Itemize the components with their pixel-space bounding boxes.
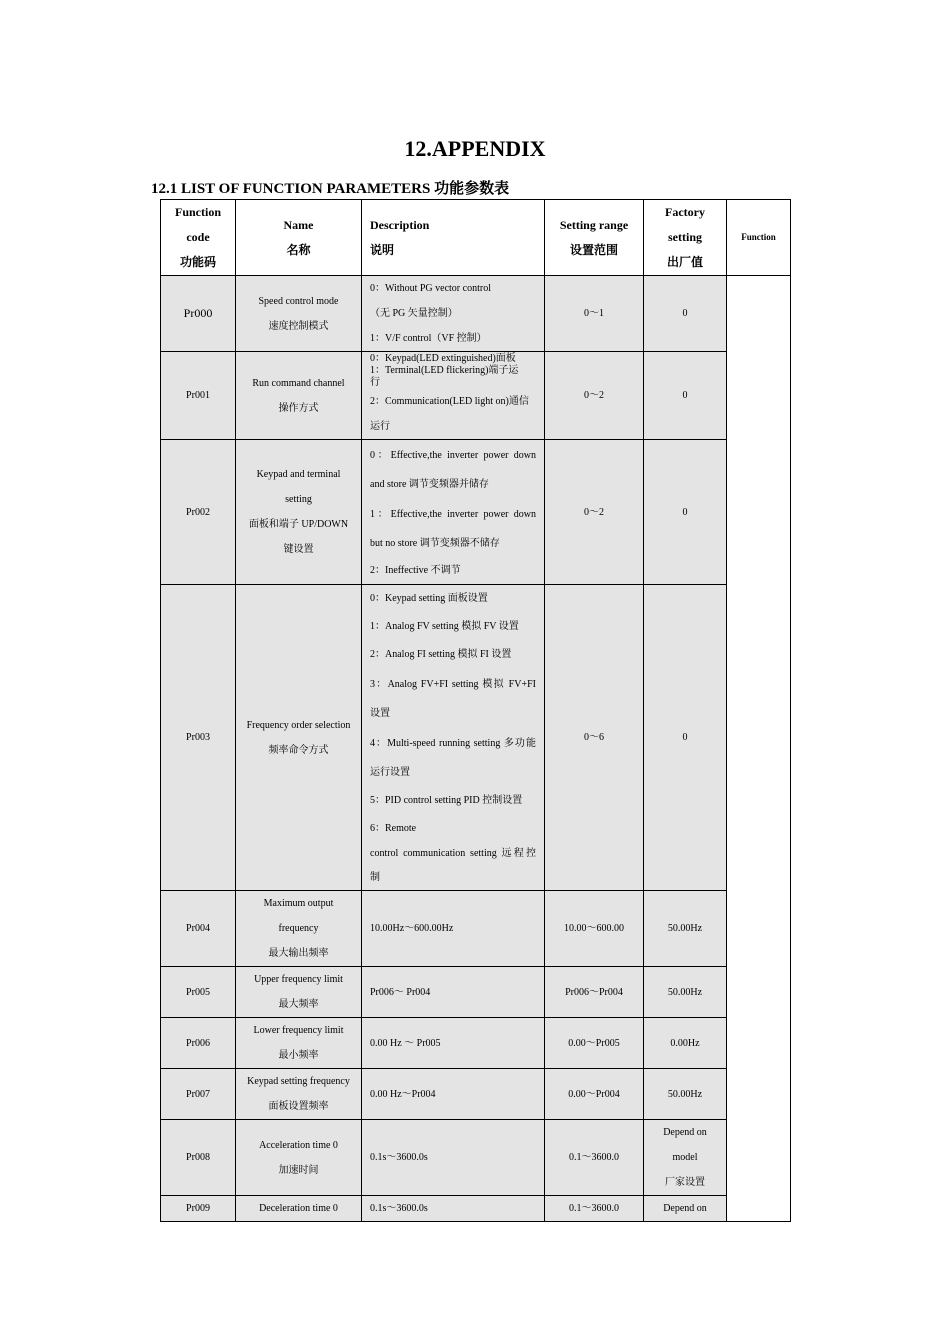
- parameter-name: Keypad setting frequency 面板设置频率: [236, 1069, 362, 1120]
- table-row: [161, 1069, 791, 1120]
- factory-setting: 0: [644, 276, 727, 352]
- function-column-cell: [727, 276, 791, 1222]
- table-row: [161, 352, 791, 440]
- setting-range: 10.00～600.00: [545, 891, 644, 967]
- parameter-description: 0.00 Hz ～ Pr005: [362, 1018, 545, 1069]
- header-description: Description 说明: [362, 200, 545, 276]
- parameter-description: 0：Keypad(LED extinguished)面板 1：Terminal(LED flickering)端子运 行 2：Communication(LED light on)通信 运行: [362, 352, 545, 440]
- setting-range: 0～2: [545, 352, 644, 440]
- table-row: [161, 585, 791, 891]
- parameter-description: 0：Keypad setting 面板设置 1：Analog FV setting 模拟 FV 设置 2：Analog FI setting 模拟 FI 设置 3：Analog FV+FI setting 模拟 FV+FI 设置 4：Multi-speed running setting 多功能 运行设置 5：PID control setting PID 控制设置 6：Remote control communication setting 远程控 制: [362, 585, 545, 891]
- parameter-name: Upper frequency limit 最大频率: [236, 967, 362, 1018]
- header-function-code: Function code 功能码: [161, 200, 236, 276]
- header-factory-setting: Factory setting 出厂值: [644, 200, 727, 276]
- section-title: 12.1 LIST OF FUNCTION PARAMETERS 功能参数表: [151, 181, 510, 197]
- factory-setting: 0.00Hz: [644, 1018, 727, 1069]
- table-row: [161, 276, 791, 352]
- factory-setting: 50.00Hz: [644, 1069, 727, 1120]
- setting-range: Pr006～Pr004: [545, 967, 644, 1018]
- setting-range: 0～6: [545, 585, 644, 891]
- page-title: 12.APPENDIX: [404, 136, 546, 161]
- parameter-name: Speed control mode 速度控制模式: [236, 276, 362, 352]
- function-code: Pr009: [161, 1196, 236, 1222]
- table-row: [161, 440, 791, 585]
- setting-range: 0.1～3600.0: [545, 1196, 644, 1222]
- factory-setting: 50.00Hz: [644, 891, 727, 967]
- factory-setting: 0: [644, 585, 727, 891]
- function-code: Pr006: [161, 1018, 236, 1069]
- parameter-name: Frequency order selection 频率命令方式: [236, 585, 362, 891]
- function-code: Pr001: [161, 352, 236, 440]
- table-row: [161, 967, 791, 1018]
- parameter-name: Run command channel 操作方式: [236, 352, 362, 440]
- function-code: Pr000: [161, 276, 236, 352]
- factory-setting: 0: [644, 352, 727, 440]
- parameter-name: Acceleration time 0 加速时间: [236, 1120, 362, 1196]
- parameter-table: [160, 199, 791, 1222]
- parameter-description: 0：Effective,the inverter power down and store 调节变频器并储存 1：Effective,the inverter power down but no store 调节变频器不储存 2：Ineffective 不调节: [362, 440, 545, 585]
- function-code: Pr003: [161, 585, 236, 891]
- parameter-description: 0：Without PG vector control （无 PG 矢量控制） 1：V/F control（VF 控制）: [362, 276, 545, 352]
- parameter-name: Deceleration time 0: [236, 1196, 362, 1222]
- header-name: Name 名称: [236, 200, 362, 276]
- setting-range: 0～1: [545, 276, 644, 352]
- table-row: [161, 1196, 791, 1222]
- parameter-description: Pr006～ Pr004: [362, 967, 545, 1018]
- parameter-description: 0.1s～3600.0s: [362, 1120, 545, 1196]
- setting-range: 0～2: [545, 440, 644, 585]
- function-code: Pr008: [161, 1120, 236, 1196]
- parameter-description: 10.00Hz～600.00Hz: [362, 891, 545, 967]
- function-code: Pr007: [161, 1069, 236, 1120]
- parameter-description: 0.1s～3600.0s: [362, 1196, 545, 1222]
- table-row: [161, 891, 791, 967]
- factory-setting: Depend on model 厂家设置: [644, 1120, 727, 1196]
- table-header-row: [161, 200, 791, 276]
- parameter-description: 0.00 Hz～Pr004: [362, 1069, 545, 1120]
- factory-setting: Depend on: [644, 1196, 727, 1222]
- setting-range: 0.1～3600.0: [545, 1120, 644, 1196]
- parameter-name: Keypad and terminal setting 面板和端子 UP/DOWN 键设置: [236, 440, 362, 585]
- setting-range: 0.00～Pr005: [545, 1018, 644, 1069]
- header-setting-range: Setting range 设置范围: [545, 200, 644, 276]
- table-row: [161, 1120, 791, 1196]
- function-code: Pr005: [161, 967, 236, 1018]
- setting-range: 0.00～Pr004: [545, 1069, 644, 1120]
- parameter-name: Maximum output frequency 最大输出频率: [236, 891, 362, 967]
- factory-setting: 50.00Hz: [644, 967, 727, 1018]
- header-function: Function: [727, 200, 791, 276]
- function-code: Pr004: [161, 891, 236, 967]
- parameter-name: Lower frequency limit 最小频率: [236, 1018, 362, 1069]
- table-row: [161, 1018, 791, 1069]
- function-code: Pr002: [161, 440, 236, 585]
- factory-setting: 0: [644, 440, 727, 585]
